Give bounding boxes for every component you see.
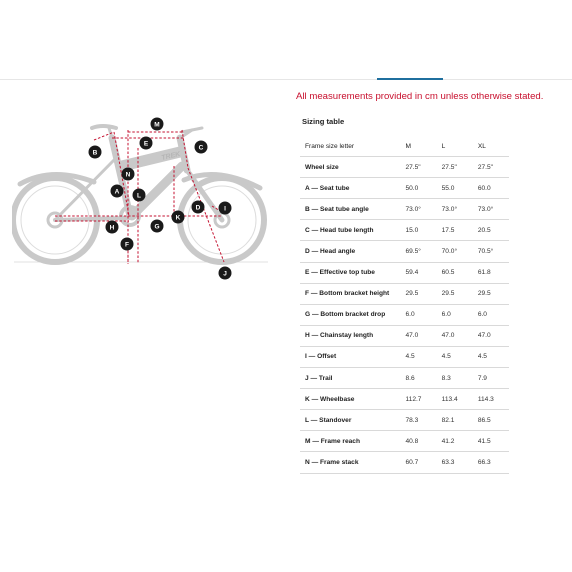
row-label: E — Effective top tube [300, 262, 400, 283]
cell-xl: 27.5" [473, 157, 509, 178]
cell-l: 55.0 [437, 178, 473, 199]
cell-m: 15.0 [400, 220, 436, 241]
cell-xl: 29.5 [473, 283, 509, 304]
table-row [300, 389, 509, 410]
cell-xl: 61.8 [473, 262, 509, 283]
svg-text:D: D [195, 204, 201, 212]
bike-geometry-diagram [12, 108, 276, 288]
row-label: J — Trail [300, 368, 400, 389]
row-label: Wheel size [300, 157, 400, 178]
table-row [300, 368, 509, 389]
marker-g [151, 220, 164, 233]
svg-text:F: F [125, 241, 129, 249]
svg-text:K: K [175, 214, 181, 222]
cell-l: 73.0° [437, 199, 473, 220]
svg-text:I: I [224, 205, 226, 213]
svg-text:H: H [109, 224, 115, 232]
cell-l: 29.5 [437, 283, 473, 304]
marker-i [219, 202, 232, 215]
svg-text:J: J [223, 270, 227, 278]
cell-m: 4.5 [400, 346, 436, 367]
cell-m: 40.8 [400, 431, 436, 452]
row-label: B — Seat tube angle [300, 199, 400, 220]
cell-l: 8.3 [437, 368, 473, 389]
table-row [300, 304, 509, 325]
marker-a [111, 185, 124, 198]
column-header-m: M [400, 136, 436, 157]
marker-j [219, 267, 232, 280]
column-header-frame-size: Frame size letter [300, 136, 400, 157]
marker-k [172, 211, 185, 224]
row-label: M — Frame reach [300, 431, 400, 452]
marker-e [140, 137, 153, 150]
cell-xl: 70.5° [473, 241, 509, 262]
marker-f [121, 238, 134, 251]
cell-xl: 114.3 [473, 389, 509, 410]
cell-l: 47.0 [437, 325, 473, 346]
row-label: H — Chainstay length [300, 325, 400, 346]
cell-l: 27.5" [437, 157, 473, 178]
svg-text:B: B [92, 149, 98, 157]
row-label: I — Offset [300, 346, 400, 367]
marker-b [89, 146, 102, 159]
cell-m: 69.5° [400, 241, 436, 262]
table-row [300, 452, 509, 473]
cell-l: 41.2 [437, 431, 473, 452]
svg-text:N: N [125, 171, 131, 179]
svg-text:M: M [154, 121, 160, 129]
sizing-table [300, 136, 509, 474]
column-header-xl: XL [473, 136, 509, 157]
cell-m: 6.0 [400, 304, 436, 325]
brand-mark: TREK [160, 150, 182, 162]
cell-l: 60.5 [437, 262, 473, 283]
svg-text:L: L [137, 192, 141, 200]
cell-m: 47.0 [400, 325, 436, 346]
table-row [300, 410, 509, 431]
sizing-table-title: Sizing table [302, 117, 345, 126]
svg-text:A: A [114, 188, 120, 196]
cell-xl: 4.5 [473, 346, 509, 367]
table-row [300, 431, 509, 452]
cell-xl: 86.5 [473, 410, 509, 431]
column-header-l: L [437, 136, 473, 157]
table-header-row [300, 136, 509, 157]
cell-l: 113.4 [437, 389, 473, 410]
cell-m: 60.7 [400, 452, 436, 473]
marker-c [195, 141, 208, 154]
cell-l: 4.5 [437, 346, 473, 367]
cell-m: 59.4 [400, 262, 436, 283]
row-label: A — Seat tube [300, 178, 400, 199]
table-row [300, 220, 509, 241]
cell-xl: 20.5 [473, 220, 509, 241]
cell-xl: 66.3 [473, 452, 509, 473]
cell-xl: 6.0 [473, 304, 509, 325]
marker-h [106, 221, 119, 234]
cell-l: 63.3 [437, 452, 473, 473]
table-row [300, 325, 509, 346]
cell-l: 70.0° [437, 241, 473, 262]
page-divider [0, 79, 572, 80]
table-row [300, 262, 509, 283]
cell-xl: 47.0 [473, 325, 509, 346]
marker-l [133, 189, 146, 202]
active-tab-indicator [377, 78, 443, 80]
row-label: L — Standover [300, 410, 400, 431]
cell-m: 112.7 [400, 389, 436, 410]
row-label: K — Wheelbase [300, 389, 400, 410]
table-row [300, 178, 509, 199]
table-row [300, 346, 509, 367]
marker-d [192, 201, 205, 214]
row-label: N — Frame stack [300, 452, 400, 473]
cell-m: 50.0 [400, 178, 436, 199]
row-label: G — Bottom bracket drop [300, 304, 400, 325]
table-row [300, 241, 509, 262]
table-row [300, 199, 509, 220]
cell-m: 27.5" [400, 157, 436, 178]
marker-n [122, 168, 135, 181]
row-label: F — Bottom bracket height [300, 283, 400, 304]
svg-text:E: E [143, 140, 149, 148]
cell-l: 17.5 [437, 220, 473, 241]
row-label: D — Head angle [300, 241, 400, 262]
svg-text:G: G [154, 223, 160, 231]
cell-xl: 60.0 [473, 178, 509, 199]
table-row [300, 157, 509, 178]
cell-xl: 73.0° [473, 199, 509, 220]
cell-l: 82.1 [437, 410, 473, 431]
measurement-notice: All measurements provided in cm unless otherwise stated. [296, 91, 544, 102]
cell-xl: 7.9 [473, 368, 509, 389]
table-row [300, 283, 509, 304]
cell-m: 8.6 [400, 368, 436, 389]
marker-m [151, 118, 164, 131]
cell-m: 78.3 [400, 410, 436, 431]
svg-text:C: C [198, 144, 204, 152]
cell-m: 73.0° [400, 199, 436, 220]
cell-l: 6.0 [437, 304, 473, 325]
cell-m: 29.5 [400, 283, 436, 304]
row-label: C — Head tube length [300, 220, 400, 241]
cell-xl: 41.5 [473, 431, 509, 452]
